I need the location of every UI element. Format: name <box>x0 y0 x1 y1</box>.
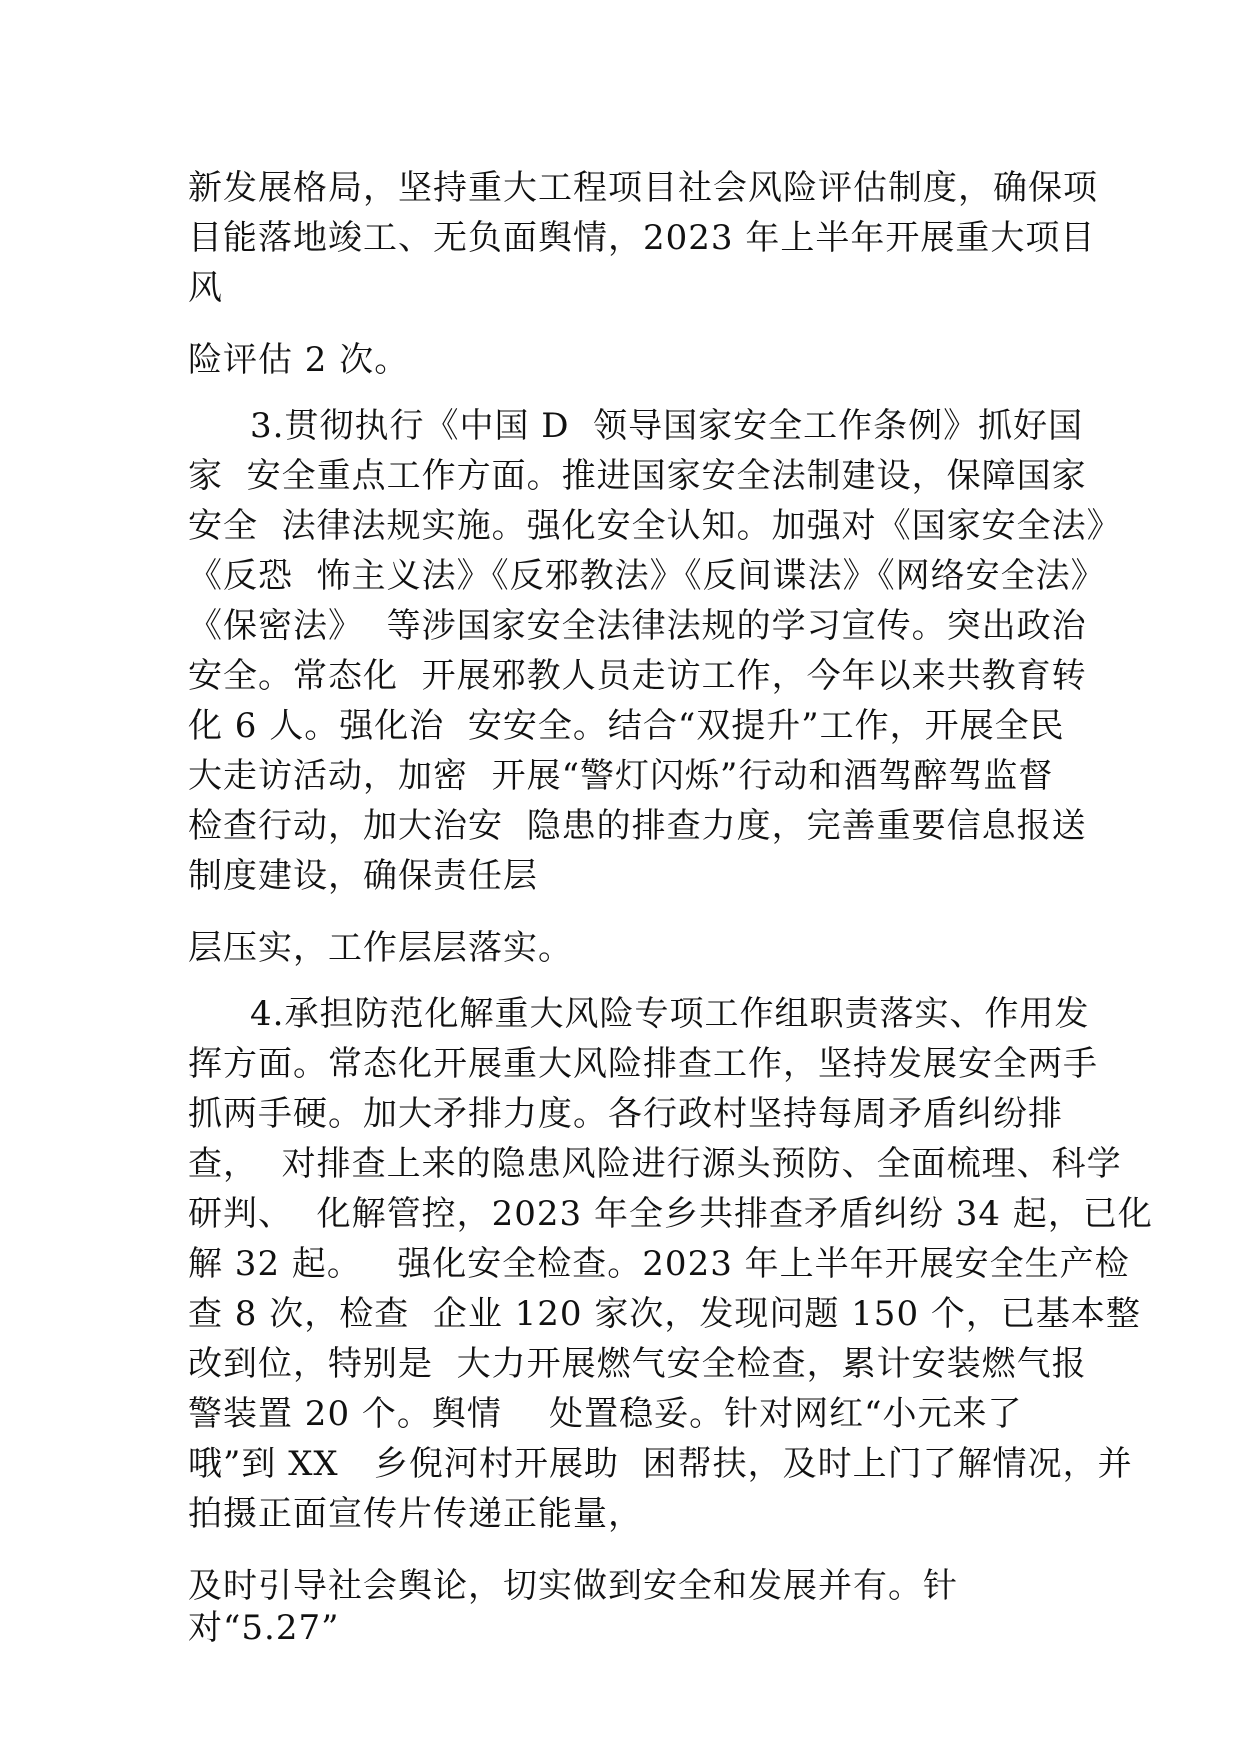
text-line: 险评估 2 次。 <box>188 340 410 380</box>
text-line: 挥方面。常态化开展重大风险排查工作，坚持发展安全两手 <box>188 1044 1098 1084</box>
text-line: 抓两手硬。加大矛排力度。各行政村坚持每周矛盾纠纷排 <box>188 1094 1063 1134</box>
text-line: 及时引导社会舆论，切实做到安全和发展并有。针 <box>188 1566 958 1606</box>
text-line: 警装置 20 个。舆情 处置稳妥。针对网红“小元来了 <box>188 1394 1023 1434</box>
text-line: 《保密法》 等涉国家安全法律法规的学习宣传。突出政治 <box>188 606 1087 646</box>
text-line: 对“5.27” <box>188 1608 340 1648</box>
text-line: 拍摄正面宣传片传递正能量， <box>188 1494 643 1534</box>
text-line: 哦”到 XX 乡倪河村开展助 困帮扶，及时上门了解情况，并 <box>188 1444 1133 1484</box>
text-line: 安全 法律法规实施。强化安全认知。加强对《国家安全法》 <box>188 506 1122 546</box>
text-line: 安全。常态化 开展邪教人员走访工作，今年以来共教育转 <box>188 656 1087 696</box>
text-line: 改到位，特别是 大力开展燃气安全检查，累计安装燃气报 <box>188 1344 1087 1384</box>
text-line: 查， 对排查上来的隐患风险进行源头预防、全面梳理、科学 <box>188 1144 1122 1184</box>
text-line: 4.承担防范化解重大风险专项工作组职责落实、作用发 <box>250 994 1090 1034</box>
text-line: 3.贯彻执行《中国 D 领导国家安全工作条例》抓好国 <box>250 406 1084 446</box>
text-line: 制度建设，确保责任层 <box>188 856 538 896</box>
text-line: 风 <box>188 268 223 308</box>
text-line: 查 8 次，检查 企业 120 家次，发现问题 150 个，已基本整 <box>188 1294 1141 1334</box>
text-line: 检查行动，加大治安 隐患的排查力度，完善重要信息报送 <box>188 806 1087 846</box>
text-line: 层压实，工作层层落实。 <box>188 928 573 968</box>
text-line: 家 安全重点工作方面。推进国家安全法制建设，保障国家 <box>188 456 1087 496</box>
text-line: 大走访活动，加密 开展“警灯闪烁”行动和酒驾醉驾监督 <box>188 756 1054 796</box>
text-line: 研判、 化解管控，2023 年全乡共排查矛盾纠纷 34 起，已化 <box>188 1194 1153 1234</box>
text-line: 目能落地竣工、无负面舆情，2023 年上半年开展重大项目 <box>188 218 1096 258</box>
text-line: 新发展格局，坚持重大工程项目社会风险评估制度，确保项 <box>188 168 1098 208</box>
text-line: 《反恐 怖主义法》《反邪教法》《反间谍法》《网络安全法》 <box>188 556 1106 596</box>
text-line: 解 32 起。 强化安全检查。2023 年上半年开展安全生产检 <box>188 1244 1130 1284</box>
text-line: 化 6 人。强化治 安安全。结合“双提升”工作，开展全民 <box>188 706 1065 746</box>
